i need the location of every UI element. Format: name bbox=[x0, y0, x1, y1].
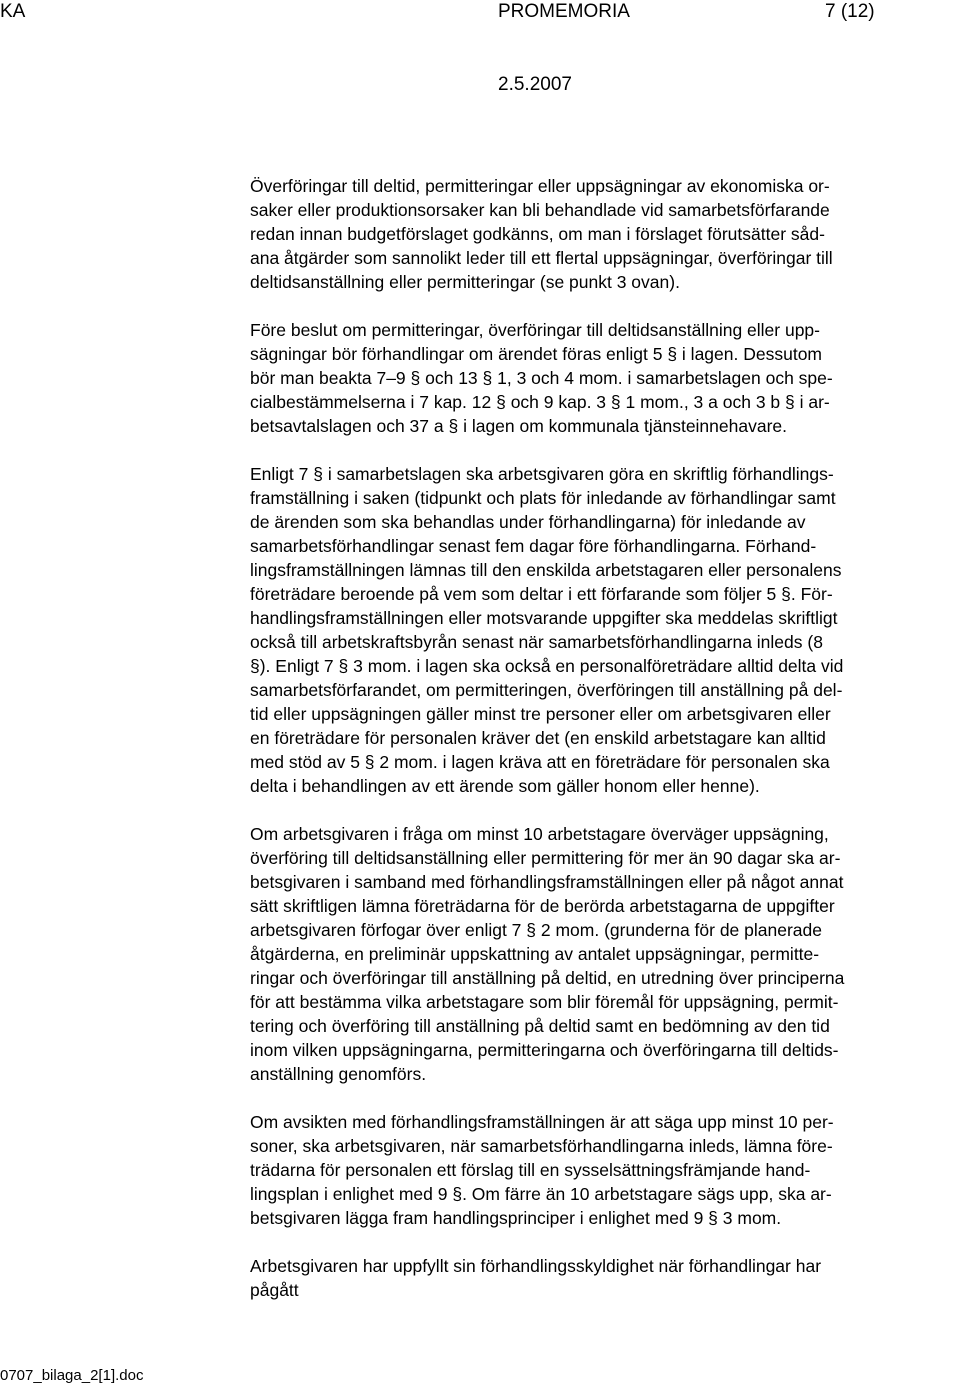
text-line: för att bestämma vilka arbetstagare som blir föremål för uppsägning, permit- bbox=[250, 992, 839, 1012]
document-type: PROMEMORIA bbox=[498, 1, 630, 22]
text-line: betsavtalslagen och 37 a § i lagen om kommunala tjänsteinnehavare. bbox=[250, 416, 788, 436]
text-line: lingsframställningen lämnas till den enskilda arbetstagaren eller personalens bbox=[250, 560, 842, 580]
text-line: sätt skriftligen lämna företrädarna för de berörda arbetstagarna de uppgifter bbox=[250, 896, 835, 916]
footer-filename: 0707_bilaga_2[1].doc bbox=[0, 1367, 144, 1384]
paragraph-6 bbox=[250, 1254, 960, 1302]
text-line: pågått bbox=[250, 1280, 299, 1300]
text-line: de ärenden som ska behandlas under förhandlingarna) för inledande av bbox=[250, 512, 806, 532]
text-line: deltidsanställning eller permitteringar (se punkt 3 ovan). bbox=[250, 272, 680, 292]
text-line: också till arbetskraftsbyrån senast när samarbetsförhandlingarna inleds (8 bbox=[250, 632, 823, 652]
text-line: överföring till deltidsanställning eller permittering för mer än 90 dagar ska ar- bbox=[250, 848, 841, 868]
text-line: Om avsikten med förhandlingsframställningen är att säga upp minst 10 per- bbox=[250, 1112, 834, 1132]
document-date: 2.5.2007 bbox=[498, 74, 572, 95]
text-line: ana åtgärder som sannolikt leder till ett flertal uppsägningar, överföringar till bbox=[250, 248, 833, 268]
text-line: lingsplan i enlighet med 9 §. Om färre än 10 arbetstagare sägs upp, ska ar- bbox=[250, 1184, 832, 1204]
text-line: cialbestämmelserna i 7 kap. 12 § och 9 kap. 3 § 1 mom., 3 a och 3 b § i ar- bbox=[250, 392, 830, 412]
text-line: ringar och överföringar till anställning på deltid, en utredning över principerna bbox=[250, 968, 845, 988]
text-line: samarbetsförfarandet, om permitteringen, överföringen till anställning på del- bbox=[250, 680, 843, 700]
paragraph-3 bbox=[250, 462, 960, 798]
text-line: arbetsgivaren förfogar över enligt 7 § 2 mom. (grunderna för de planerade bbox=[250, 920, 822, 940]
text-line: framställning i saken (tidpunkt och plats för inledande av förhandlingar samt bbox=[250, 488, 836, 508]
text-line: Överföringar till deltid, permitteringar eller uppsägningar av ekonomiska or- bbox=[250, 176, 830, 196]
text-line: samarbetsförhandlingar senast fem dagar före förhandlingarna. Förhand- bbox=[250, 536, 817, 556]
text-line: företrädare beroende på vem som deltar i ett förfarande som följer 5 §. För- bbox=[250, 584, 833, 604]
text-line: bör man beakta 7–9 § och 13 § 1, 3 och 4 mom. i samarbetslagen och spe- bbox=[250, 368, 833, 388]
text-line: Enligt 7 § i samarbetslagen ska arbetsgivaren göra en skriftlig förhandlings- bbox=[250, 464, 834, 484]
text-line: anställning genomförs. bbox=[250, 1064, 427, 1084]
text-line: tering och överföring till anställning på deltid samt en bedömning av den tid bbox=[250, 1016, 830, 1036]
page-number: 7 (12) bbox=[825, 1, 875, 22]
text-line: inom vilken uppsägningarna, permitteringarna och överföringarna till deltids- bbox=[250, 1040, 839, 1060]
text-line: betsgivaren lägga fram handlingsprinciper i enlighet med 9 § 3 mom. bbox=[250, 1208, 782, 1228]
text-line: Före beslut om permitteringar, överföringar till deltidsanställning eller upp- bbox=[250, 320, 820, 340]
header-org: KA bbox=[0, 1, 26, 22]
text-line: betsgivaren i samband med förhandlingsframställningen eller på något annat bbox=[250, 872, 844, 892]
text-line: åtgärderna, en preliminär uppskattning av antalet uppsägningar, permitte- bbox=[250, 944, 820, 964]
text-line: tid eller uppsägningen gäller minst tre personer eller om arbetsgivaren eller bbox=[250, 704, 831, 724]
text-line: handlingsframställningen eller motsvarande uppgifter ska meddelas skriftligt bbox=[250, 608, 838, 628]
text-line: Om arbetsgivaren i fråga om minst 10 arbetstagare överväger uppsägning, bbox=[250, 824, 829, 844]
text-line: delta i behandlingen av ett ärende som gäller honom eller henne). bbox=[250, 776, 760, 796]
paragraph-1 bbox=[250, 174, 960, 294]
text-line: §). Enligt 7 § 3 mom. i lagen ska också en personalföreträdare alltid delta vid bbox=[250, 656, 844, 676]
text-line: redan innan budgetförslaget godkänns, om man i förslaget förutsätter såd- bbox=[250, 224, 825, 244]
paragraph-2 bbox=[250, 318, 960, 438]
text-line: sägningar bör förhandlingar om ärendet föras enligt 5 § i lagen. Dessutom bbox=[250, 344, 823, 364]
paragraph-5 bbox=[250, 1110, 960, 1230]
text-line: Arbetsgivaren har uppfyllt sin förhandlingsskyldighet när förhandlingar har bbox=[250, 1256, 822, 1276]
text-line: saker eller produktionsorsaker kan bli behandlade vid samarbetsförfarande bbox=[250, 200, 830, 220]
text-line: med stöd av 5 § 2 mom. i lagen kräva att en företrädare för personalen ska bbox=[250, 752, 830, 772]
text-line: soner, ska arbetsgivaren, när samarbetsförhandlingarna inleds, lämna före- bbox=[250, 1136, 833, 1156]
document-body bbox=[250, 174, 960, 1326]
text-line: en företrädare för personalen kräver det (en enskild arbetstagare kan alltid bbox=[250, 728, 826, 748]
text-line: trädarna för personalen ett förslag till en sysselsättningsfrämjande hand- bbox=[250, 1160, 811, 1180]
paragraph-4 bbox=[250, 822, 960, 1086]
